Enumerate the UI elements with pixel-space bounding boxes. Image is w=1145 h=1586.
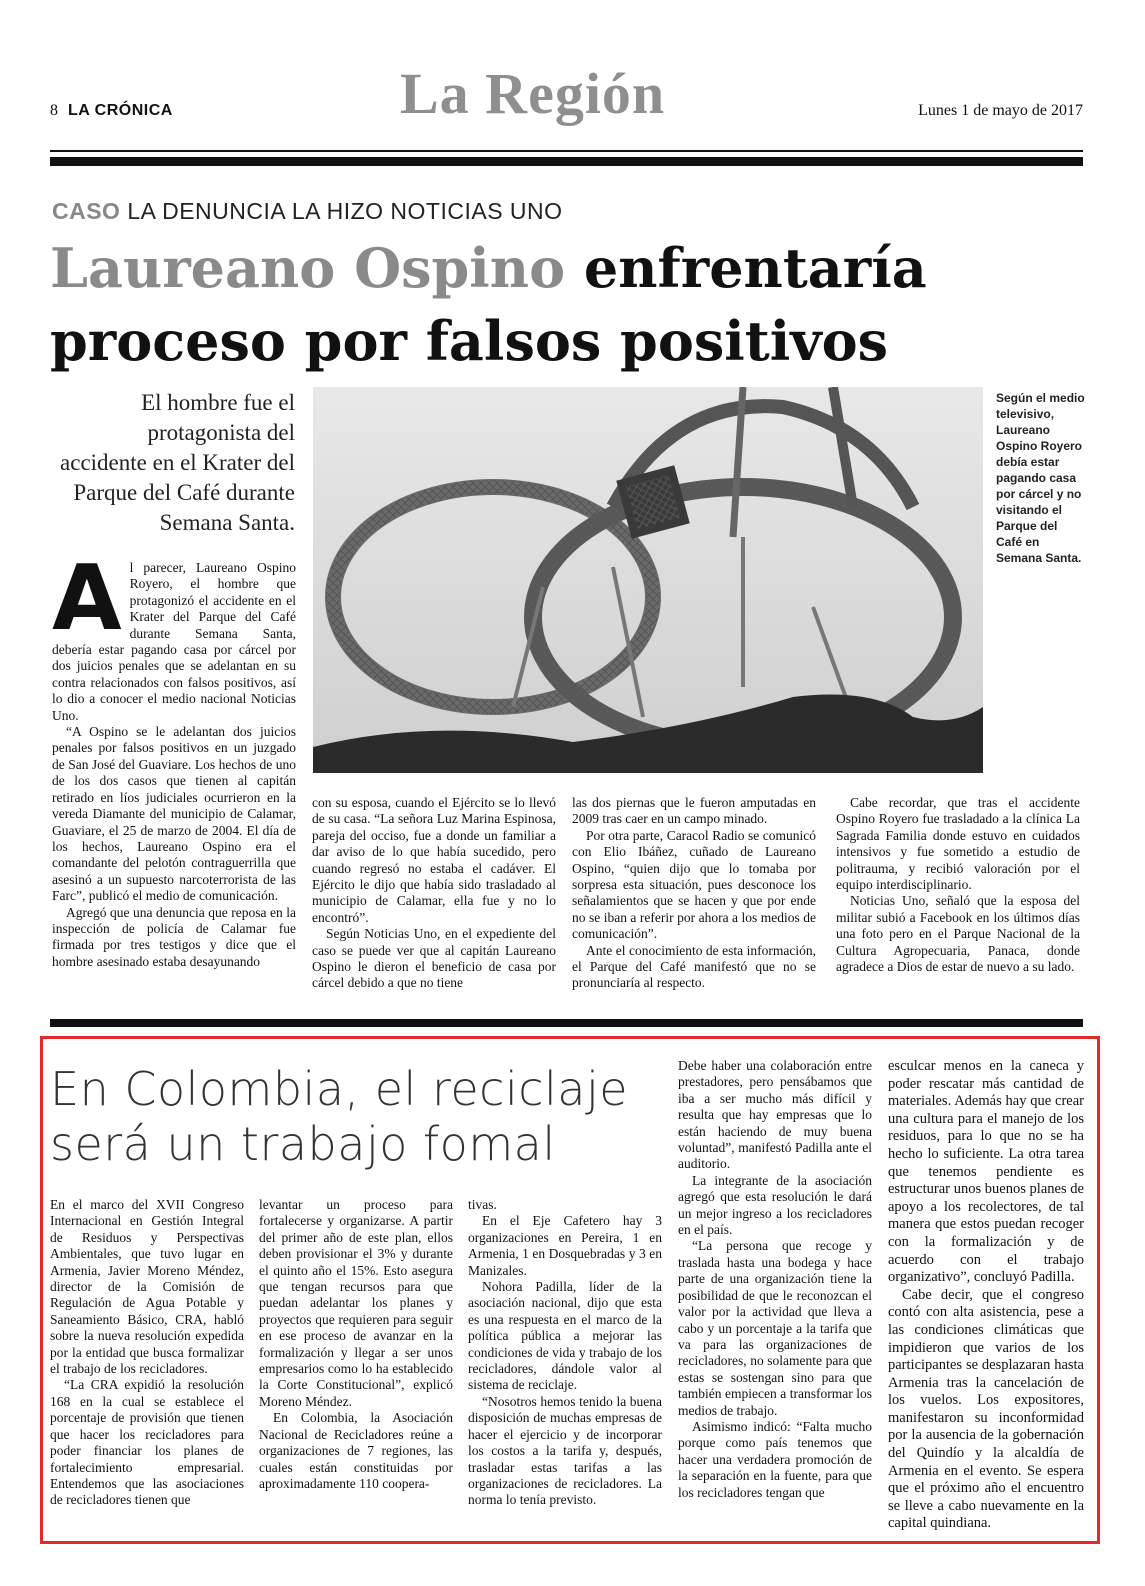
kicker-text: LA DENUNCIA LA HIZO NOTICIAS UNO: [127, 198, 563, 224]
article2-paragraph: Nohora Padilla, líder de la asociación nacional, dijo que esta es una respuesta en el marco de la política pública a mejorar las condiciones de vida y trabajo de los recicladores, dándole valor al sistema de reciclaje.: [468, 1279, 662, 1393]
article1-paragraph: Cabe recordar, que tras el accidente Ospino Royero fue trasladado a la clínica La Sagrada Familia donde estuvo en cuidados intensivos y fue sometido a estudio de politrauma, y recibió valoración por el equipo interdisciplinario.: [836, 795, 1080, 893]
headline-name: Laureano Ospino: [50, 236, 566, 300]
page-number-value: 8: [50, 102, 58, 119]
section-title: La Región: [400, 61, 666, 126]
article1-paragraph: las dos piernas que le fueron amputadas en 2009 tras caer en un campo minado.: [572, 795, 816, 827]
article2-paragraph: En el Eje Cafetero hay 3 organizaciones en Pereira, 1 en Armenia, 1 en Dosquebradas y 3 en Manizales.: [468, 1213, 662, 1278]
article1-paragraph: Según Noticias Uno, en el expediente del caso se puede ver que al capitán Laureano Ospino le dieron el beneficio de casa por cárcel debido a que no tiene: [312, 926, 556, 991]
article2-paragraph: En el marco del XVII Congreso Internacional en Gestión Integral de Residuos y Perspectivas Ambientales, que tuvo lugar en Armenia, Javier Moreno Méndez, director de la Comisión de Regulación de Agua Potable y Saneamiento Básico, CRA, habló sobre la nueva resolución expedida por la entidad que busca formalizar el trabajo de los recicladores.: [50, 1197, 244, 1377]
section-divider: [50, 1019, 1083, 1027]
headline-rest: enfrentaría proceso por falsos positivos: [50, 236, 927, 373]
article2-paragraph: levantar un proceso para fortalecerse y organizarse. A partir del primer año de este plan, ellos deben provisionar el 3% y durante el quinto año el 15%. Esto asegura que tengan recursos para que puedan adelantar los planes y proyectos que requieren para seguir en ese proceso de avanzar en la formalización y llegar a ser unos empresarios como lo ha establecido la Corte Constitucional”, explicó Moreno Méndez.: [259, 1197, 453, 1409]
article1-paragraph: con su esposa, cuando el Ejército se lo llevó de su casa. “La señora Luz Marina Espinosa, pareja del occiso, fue a donde un familiar a dar aviso de lo que había sucedido, pero cuando regresó no estaba el cadáver. El Ejército le dijo que había sido trasladado al municipio de Calamar, ella fue y no lo encontró”.: [312, 795, 556, 925]
header-rule-thin: [50, 150, 1083, 152]
article2-headline: En Colombia, el reciclaje será un trabajo fomal: [50, 1062, 629, 1171]
article2-paragraph: Debe haber una colaboración entre prestadores, pero pensábamos que iba a ser mucho más difícil y resulta que hay empresas que lo están haciendo de muy buena voluntad”, manifestó Padilla ante el auditorio.: [678, 1058, 872, 1172]
article1-lead-text: l parecer, Laureano Ospino Royero, el hombre que protagonizó el accidente en el Krater del Parque del Café durante Semana Santa, debería estar pagando casa por cárcel por dos juicios penales que se adelantan en su contra relacionados con falsos positivos, así lo dio a conocer el medio nacional Noticias Uno.: [52, 560, 296, 723]
article1-paragraph: “A Ospino se le adelantan dos juicios penales por falsos positivos en un juzgado de San José del Guaviare. Los hechos de uno de los dos casos que tienen al capitán retirado en líos judiciales ocurrieron en la vereda Diamante del municipio de Calamar, Guaviare, el 25 de marzo de 2004. El día de los hechos, Laureano Ospino era el comandante del pelotón contraguerrilla que asesinó a un supuesto narcoterrorista de las Farc”, publicó el medio de comunicación.: [52, 724, 296, 904]
article1-paragraph: Noticias Uno, señaló que la esposa del militar subió a Facebook en los últimos días una foto pero en el Parque Nacional de la Cultura Agropecuaria, Panaca, donde agradece a Dios de estar de nuevo a su lado.: [836, 893, 1080, 975]
article2-paragraph: tivas.: [468, 1197, 497, 1212]
article2-column-2: [259, 1197, 453, 1492]
article-headline: [50, 232, 1090, 378]
article1-column-2: [312, 795, 556, 992]
article-kicker: [52, 198, 563, 225]
article2-paragraph: Asimismo indicó: “Falta mucho porque como país tenemos que hacer una verdadera promoción de la separación en la fuente, para que los recicladores tengan que: [678, 1418, 872, 1500]
article1-column-4: [836, 795, 1080, 975]
article1-paragraph: Agregó que una denuncia que reposa en la inspección de policía de Calamar fue firmada por tres testigos y dice que el hombre asesinado estaba desayunando: [52, 904, 296, 969]
article1-paragraph: [52, 546, 296, 724]
article1-column-1: [52, 546, 296, 970]
header-rule-thick: [50, 157, 1083, 166]
article2-column-1: [50, 1197, 244, 1509]
photo-caption: Según el medio televisivo, Laureano Ospino Royero debía estar pagando casa por cárcel y no visitando el Parque del Café en Semana Santa.: [996, 391, 1085, 565]
issue-date: Lunes 1 de mayo de 2017: [918, 102, 1083, 119]
kicker-label: CASO: [52, 198, 121, 224]
article1-paragraph: Por otra parte, Caracol Radio se comunicó con Elio Ibáñez, cuñado de Laureano Ospino, “quien dijo que lo tomaba por sorpresa esta situación, pues desconoce los señalamientos que se hacen y que por ende no se iban a referir por ahora a los medios de comunicación”.: [572, 827, 816, 942]
article2-paragraph: “Nosotros hemos tenido la buena disposición de muchas empresas de hacer el ejercicio y de incorporar los costos a la tarifa y, después, trasladar estas tarifas a las organizaciones de recicladores. La norma lo tenía previsto.: [468, 1393, 662, 1508]
article2-column-4: [678, 1058, 872, 1501]
publication-name: LA CRÓNICA: [68, 102, 173, 119]
article2-column-3: [468, 1197, 662, 1509]
article-deck: El hombre fue el protagonista del accidente en el Krater del Parque del Café durante Semana Santa.: [60, 390, 295, 535]
page-number: [50, 102, 173, 120]
article2-paragraph: La integrante de la asociación agregó que esta resolución le dará un mejor ingreso a los recicladores en el país.: [678, 1172, 872, 1238]
article2-paragraph: Cabe decir, que el congreso contó con alta asistencia, pese a las condiciones climáticas que impidieron que varios de los participantes se desplazaran hasta Armenia tras la cancelación de los vuelos. Los expositores, manifestaron su inconformidad por la ausencia de la gobernación del Quindío y la alcaldía de Armenia en el evento. Se espera que el próximo año el encuentro se lleve a cabo nuevamente en la capital quindiana.: [888, 1286, 1084, 1532]
article2-paragraph: En Colombia, la Asociación Nacional de Recicladores reúne a organizaciones de 7 regiones, las cuales están constituidas por aproximadamente 110 coopera-: [259, 1410, 453, 1491]
article1-column-3: [572, 795, 816, 992]
article1-paragraph: Ante el conocimiento de esta información, el Parque del Café manifestó que no se pronunciaría al respecto.: [572, 942, 816, 991]
article2-paragraph: “La CRA expidió la resolución 168 en la cual se establece el porcentaje de provisión que tienen que hacer los recicladores para poder financiar los planes de fortalecimiento empresarial. Entendemos que las asociaciones de recicladores tienen que: [50, 1377, 244, 1508]
article2-paragraph: esculcar menos en la caneca y poder rescatar más cantidad de materiales. Además hay que crear una cultura para el manejo de los residuos, para lo que no se ha hecho lo suficiente. La otra tarea que tenemos pendiente es estructurar unos buenos planes de apoyo a los recolectores, de tal manera que estos puedan recoger con la formalización y de acuerdo con el trabajo organizativo”, concluyó Padilla.: [888, 1058, 1084, 1286]
masthead: [50, 60, 1083, 150]
article2-column-5: [888, 1058, 1084, 1533]
rollercoaster-photo: [313, 387, 983, 773]
drop-cap: A: [52, 546, 122, 651]
article2-paragraph: “La persona que recoge y traslada hasta una bodega y hace parte de una organización tiene la posibilidad de que le reconozcan el valor por la actividad que lleva a cabo y un porcentaje a la tarifa que va para las organizaciones de recicladores, no solamente para que estas se sostengan sino para que también empiecen a transformar los medios de trabajo.: [678, 1238, 872, 1418]
